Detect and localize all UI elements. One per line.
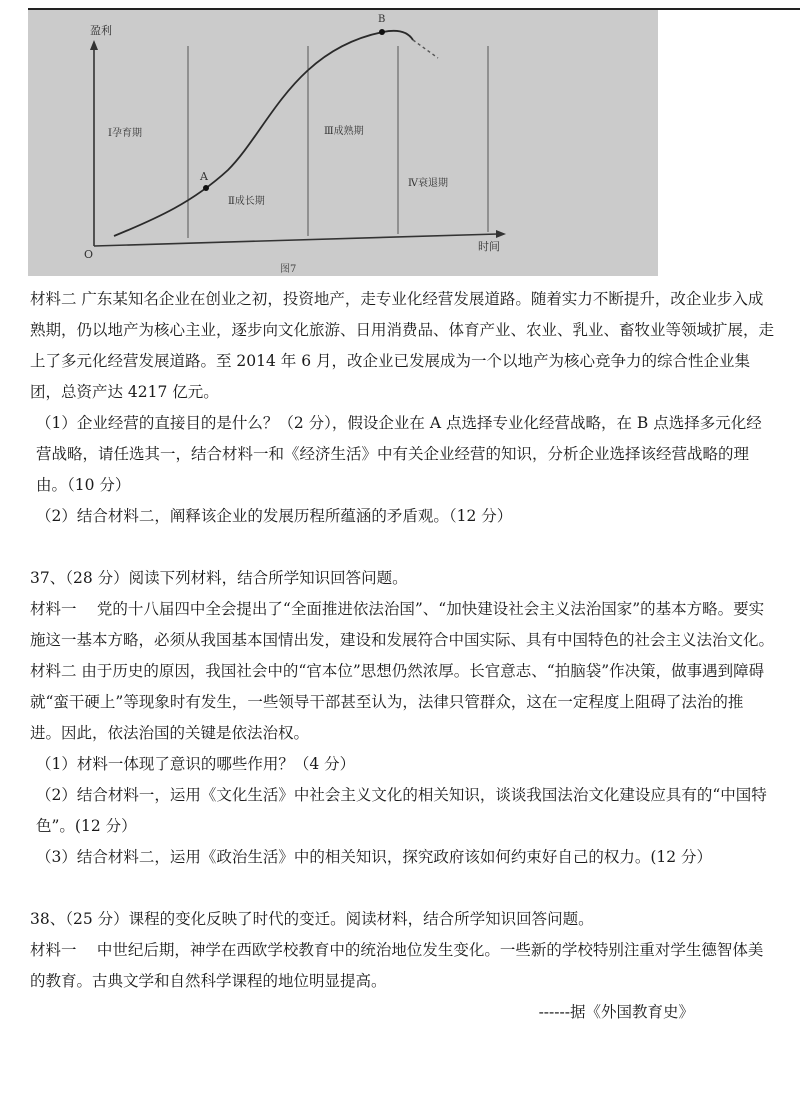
q37-material-2: 材料二 由于历史的原因，我国社会中的“官本位”思想仍然浓厚。长官意志、“拍脑袋”作决策，做事遇到障碍就“蛮干硬上”等现象时有发生，一些领导干部甚至认为，法律只管群众，这在一定程度上阻碍了法治的推进。因此，依法治国的关键是依法治权。 — [30, 662, 765, 742]
point-a-label: A — [200, 170, 208, 183]
q38-material-1: 材料一 中世纪后期，神学在西欧学校教育中的统治地位发生变化。一些新的学校特别注重对学生德智体美的教育。古典文学和自然科学课程的地位明显提高。 — [30, 941, 764, 990]
stage-2-label: Ⅱ成长期 — [228, 196, 265, 207]
lifecycle-diagram — [28, 10, 658, 276]
text-body — [30, 284, 774, 1028]
q37-material-1: 材料一 党的十八届四中全会提出了“全面推进依法治国”、“加快建设社会主义法治国家”的基本方略。要实施这一基本方略，必须从我国基本国情出发，建设和发展符合中国实际、具有中国特色的社会主义法治文化。 — [30, 600, 775, 649]
stage-1-label: Ⅰ孕育期 — [108, 128, 142, 139]
origin-label: O — [84, 248, 94, 261]
point-b-label: B — [378, 14, 386, 25]
figure-caption: 图7 — [280, 264, 297, 275]
stage-4-label: Ⅳ衰退期 — [408, 178, 448, 189]
y-axis-label: 盈利 — [90, 24, 112, 37]
q38-source: ------据《外国教育史》 — [538, 1003, 694, 1021]
x-axis-label: 时间 — [478, 240, 500, 253]
q37-part-3: （3）结合材料二，运用《政治生活》中的相关知识，探究政府该如何约束好自己的权力。(12 分） — [36, 848, 713, 866]
point-a-dot — [203, 185, 209, 191]
q36-part-1: （1）企业经营的直接目的是什么？（2 分），假设企业在 A 点选择专业化经营战略，在 B 点选择多元化经营战略，请任选其一，结合材料一和《经济生活》中有关企业经营的知识，分析企业选择该经营战略的理由。（10 分） — [36, 414, 762, 494]
lifecycle-figure — [28, 10, 658, 276]
stage-3-label: Ⅲ成熟期 — [324, 126, 364, 137]
point-b-dot — [379, 29, 385, 35]
spacer — [30, 532, 774, 563]
spacer — [30, 873, 774, 904]
q36-material-2: 材料二 广东某知名企业在创业之初，投资地产，走专业化经营发展道路。随着实力不断提升，改企业步入成熟期，仍以地产为核心主业，逐步向文化旅游、日用消费品、体育产业、农业、乳业、畜牧业等领域扩展，走上了多元化经营发展道路。至 2014 年 6 月，改企业已发展成为一个以地产为核心竞争力的综合性企业集团，总资产达 4217 亿元。 — [30, 290, 775, 401]
q37-heading: 37、（28 分）阅读下列材料，结合所学知识回答问题。 — [30, 569, 408, 587]
figure-background — [28, 10, 658, 276]
q38-heading: 38、（25 分）课程的变化反映了时代的变迁。阅读材料，结合所学知识回答问题。 — [30, 910, 594, 928]
q36-part-2: （2）结合材料二，阐释该企业的发展历程所蕴涵的矛盾观。（12 分） — [36, 507, 513, 525]
q37-part-1: （1）材料一体现了意识的哪些作用？（4 分） — [36, 755, 356, 773]
q37-part-2: （2）结合材料一，运用《文化生活》中社会主义文化的相关知识，谈谈我国法治文化建设应具有的“中国特色”。(12 分） — [36, 786, 767, 835]
